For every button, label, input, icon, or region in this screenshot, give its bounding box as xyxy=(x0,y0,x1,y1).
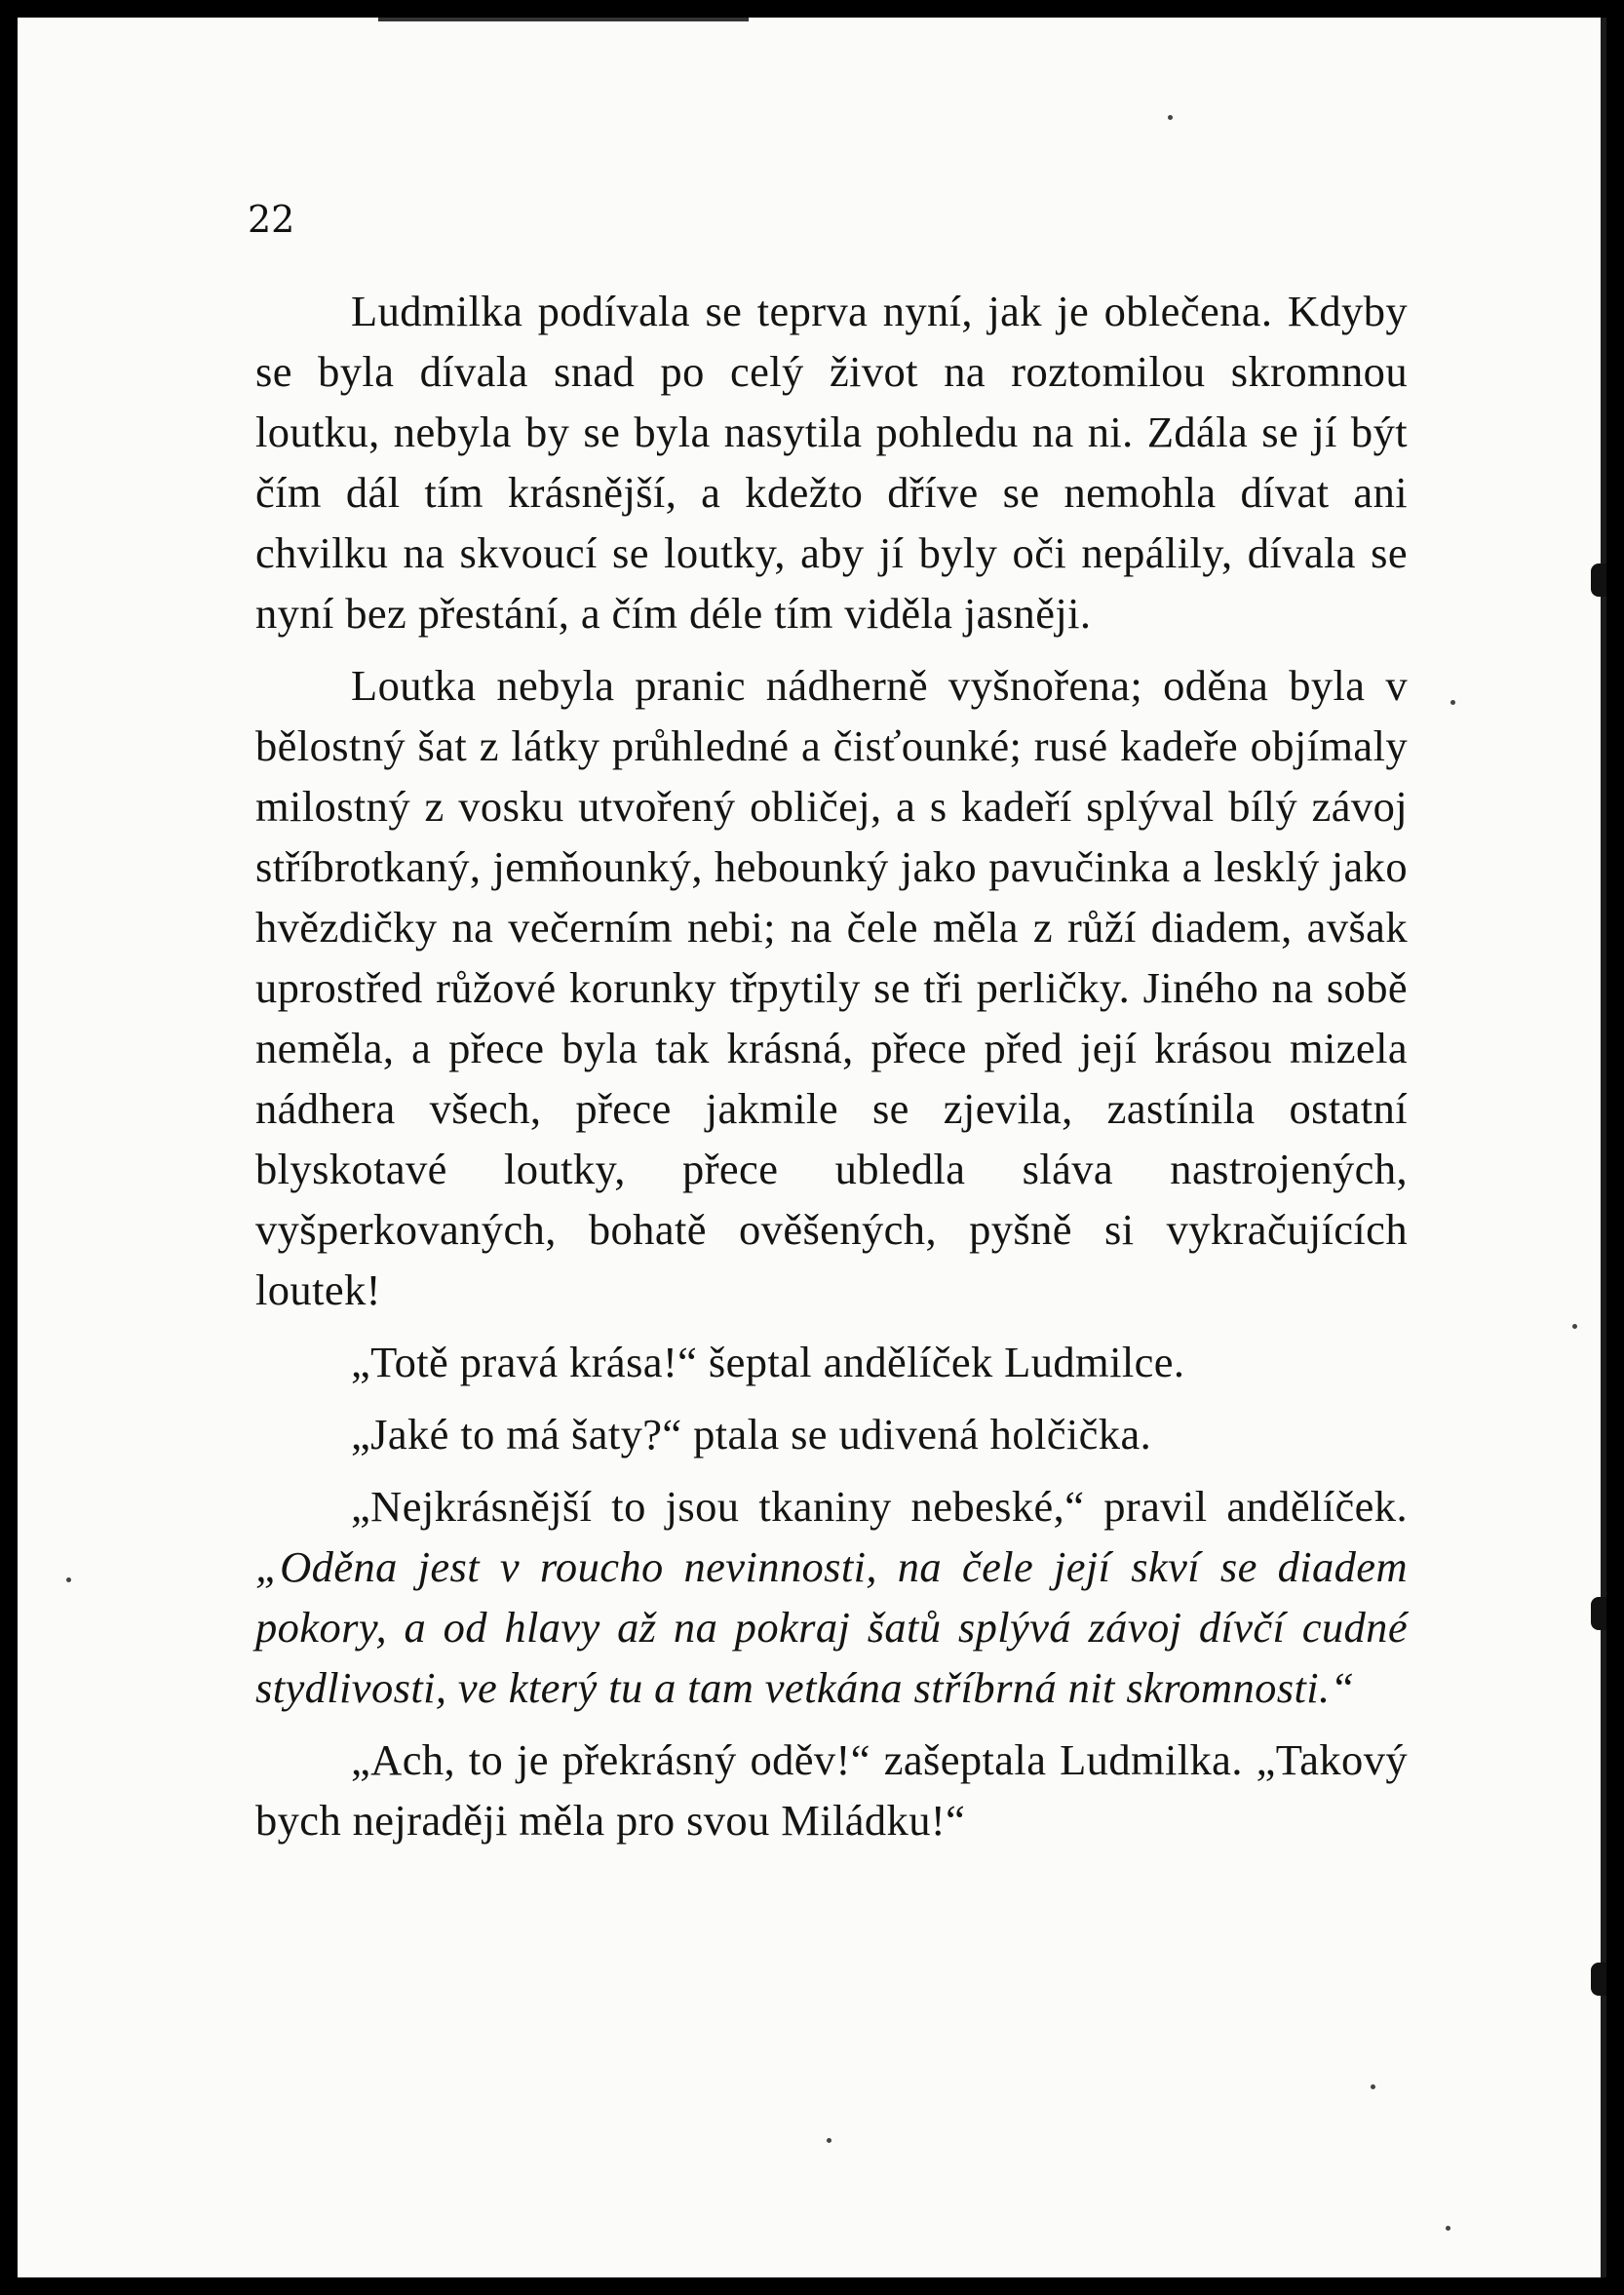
paragraph-italic-text: „Oděna jest v roucho nevinnosti, na čele její skví se diadem pokory, a od hlavy až na pokraj šatů splývá závoj dívčí cudné stydlivosti, ve který tu a tam vetkána stříbrná nit skromnosti.“ xyxy=(255,1542,1408,1712)
paragraph: „Ach, to je překrásný oděv!“ zašeptala Ludmilka. „Takový bych nejraději měla pro svou Miládku!“ xyxy=(255,1735,1408,1845)
paper-speck xyxy=(1450,700,1455,705)
paragraph: Ludmilka podívala se teprva nyní, jak je oblečena. Kdyby se byla dívala snad po celý život na roztomilou skromnou loutku, nebyla by se byla nasytila pohledu na ni. Zdála se jí být čím dál tím krásnější, a kdežto dříve se nemohla dívat ani chvilku na skvoucí se loutky, aby jí byly oči nepálily, dívala se nyní bez přestání, a čím déle tím viděla jasněji. xyxy=(255,287,1408,638)
paper-speck xyxy=(1168,115,1173,120)
paragraph: „Totě pravá krása!“ šeptal andělíček Ludmilce. xyxy=(351,1338,1185,1386)
paper-speck xyxy=(1572,1324,1577,1329)
paper-speck xyxy=(1371,2084,1375,2089)
paragraph: Loutka nebyla pranic nádherně vyšnořena; oděna byla v bělostný šat z látky průhledné a čisťounké; rusé kadeře objímaly milostný z vosku utvořený obličej, a s kadeří splýval bílý závoj stříbrotkaný, jemňounký, hebounký jako pavučinka a lesklý jako hvězdičky na večerním nebi; na čele měla z růží diadem, avšak uprostřed růžové korunky třpytily se tři perličky. Jiného na sobě neměla, a přece byla tak krásná, přece před její krásou mizela nádhera všech, přece jakmile se zjevila, zastínila ostatní blyskotavé loutky, přece ubledla sláva nastrojených, vyšperkovaných, bohatě ověšených, pyšně si vykračujících loutek! xyxy=(255,661,1408,1314)
book-page xyxy=(18,18,1606,2277)
paper-speck xyxy=(1446,2226,1450,2231)
page-number: 22 xyxy=(248,198,295,241)
paragraph xyxy=(255,1476,1408,1718)
top-edge-mark xyxy=(378,18,749,21)
paper-speck xyxy=(827,2138,831,2143)
paper-speck xyxy=(66,1577,71,1582)
binding-edge xyxy=(1601,18,1606,2277)
paragraph: „Jaké to má šaty?“ ptala se udivená holčička. xyxy=(351,1410,1152,1459)
binding-mark xyxy=(1591,564,1606,597)
body-text xyxy=(255,281,1408,1850)
paragraph-plain-text: „Nejkrásnější to jsou tkaniny nebeské,“ pravil andělíček. xyxy=(351,1482,1408,1531)
binding-mark xyxy=(1591,1963,1606,1996)
binding-mark xyxy=(1591,1597,1606,1630)
